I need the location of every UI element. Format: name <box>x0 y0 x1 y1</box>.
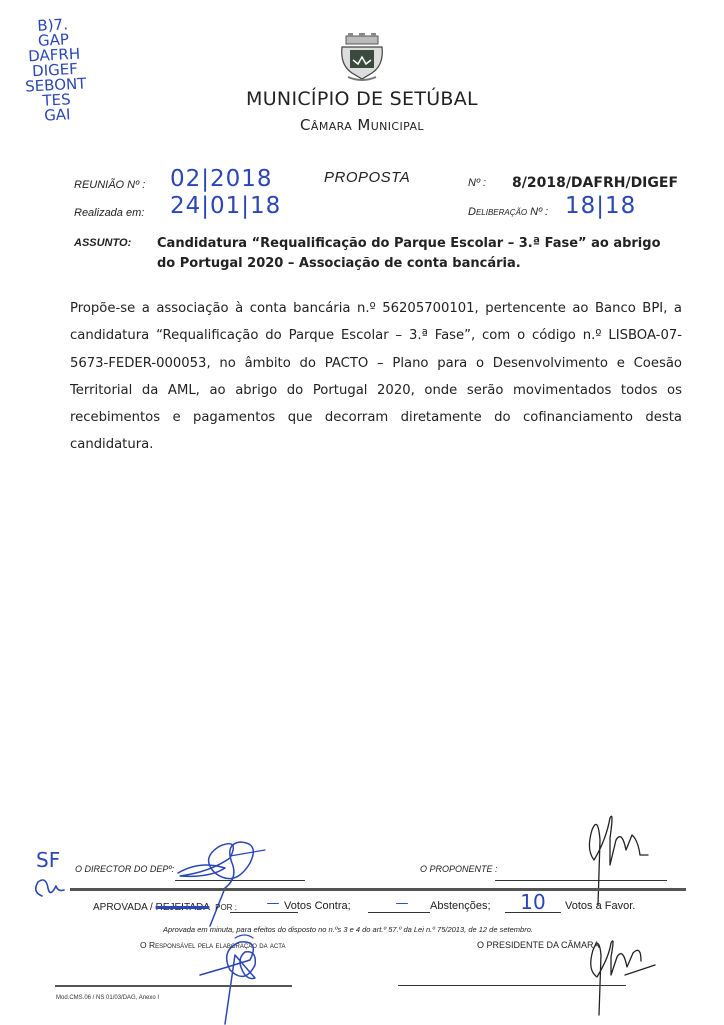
responsavel-signature-icon <box>195 930 285 1025</box>
reuniao-value: 02|2018 <box>170 166 273 192</box>
document-type: PROPOSTA <box>324 169 411 186</box>
responsavel-label: O Responsável pela elaboração da acta <box>140 940 286 950</box>
margin-note: TES <box>41 90 72 110</box>
deliberacao-value: 18|18 <box>565 193 637 219</box>
vote-line <box>93 902 237 913</box>
proponente-signature-icon <box>580 810 680 910</box>
margin-note: SEBONT <box>24 74 87 96</box>
form-code: Mod.CMS.06 / NS 01/03/DAG, Anexo I <box>56 995 160 1001</box>
margin-signature-icon <box>30 868 70 904</box>
realizada-label: Realizada em: <box>74 207 145 219</box>
department-name: Câmara Municipal <box>300 116 424 134</box>
votos-contra-line <box>230 912 298 913</box>
proposal-number: 8/2018/DAFRH/DIGEF <box>512 175 679 191</box>
section-divider <box>70 888 686 891</box>
numero-label: Nº : <box>468 177 487 189</box>
organization-name: MUNICÍPIO DE SETÚBAL <box>246 88 478 110</box>
votos-favor-label: Votos a Favor. <box>565 900 636 912</box>
proposal-body: Propõe-se a associação à conta bancária n.º 56205700101, pertencente ao Banco BPI, a candidatura “Requalificação do Parque Escolar – 3.ª Fase”, com o código n.º LISBOA-07-5673-FEDER-000053, no âmbito do PACTO – Plano para o Desenvolvimento e Coesão Territorial da AML, ao abrigo do Portugal 2020, onde serão movimentados todos os recebimentos e pagamentos que decorram diretamente do cofinanciamento desta candidatura. <box>70 301 682 453</box>
presidente-label: O PRESIDENTE DA CÂMARA <box>477 940 600 950</box>
assunto-label: ASSUNTO: <box>74 237 132 249</box>
director-signature-icon <box>170 828 290 928</box>
vote-approved-label: APROVADA / <box>93 902 156 913</box>
margin-note: DAFRH <box>27 44 81 66</box>
presidente-signature-icon <box>585 935 695 1020</box>
abstencoes-value: — <box>395 896 409 911</box>
deliberacao-label: Deliberação Nº : <box>468 206 549 218</box>
vote-por-label: POR : <box>215 903 237 912</box>
margin-note: GAP <box>37 30 70 50</box>
margin-note: DIGEF <box>31 59 79 81</box>
minuta-note: Aprovada em minuta, para efeitos do disposto no n.ºs 3 e 4 do art.º 57.º da Lei n.º 75/2013, de 12 de setembro. <box>163 925 533 934</box>
vote-rejected-struck: REJEITADA <box>155 902 210 913</box>
margin-note: GAI <box>43 105 71 125</box>
votos-contra-label: Votos Contra; <box>284 900 351 912</box>
votos-contra-value: — <box>266 896 280 911</box>
abstencoes-line <box>368 912 430 913</box>
margin-initials: SF <box>36 848 61 872</box>
assunto-text: Candidatura “Requalificação do Parque Escolar – 3.ª Fase” ao abrigo do Portugal 2020 – Associação de conta bancária. <box>157 236 661 271</box>
margin-note: B)7. <box>36 15 69 35</box>
presidente-signature-line <box>398 985 626 986</box>
director-label: O DIRECTOR DO DEPº: <box>75 864 175 874</box>
proponente-label: O PROPONENTE : <box>420 864 498 874</box>
reuniao-label: REUNIÃO Nº : <box>74 179 146 191</box>
realizada-value: 24|01|18 <box>170 193 282 219</box>
abstencoes-label: Abstenções; <box>430 900 491 912</box>
responsavel-signature-line <box>55 985 292 987</box>
votos-favor-value: 10 <box>520 890 546 914</box>
municipal-crest-icon <box>336 33 388 83</box>
votos-favor-line <box>505 912 561 913</box>
